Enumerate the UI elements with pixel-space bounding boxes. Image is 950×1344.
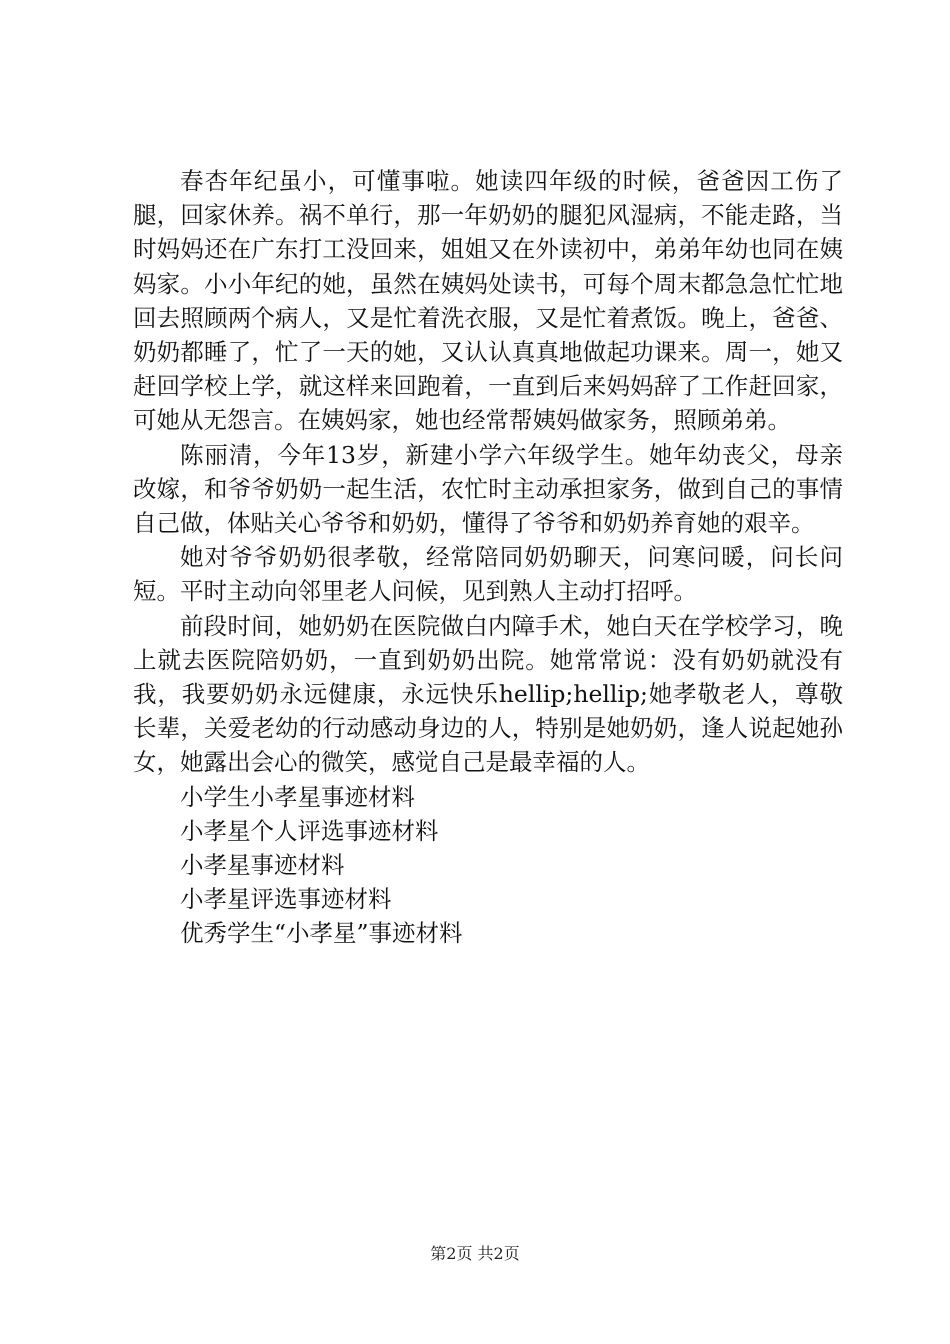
- related-title-item[interactable]: 小孝星评选事迹材料: [180, 885, 392, 914]
- related-title-item[interactable]: 优秀学生“小孝星”事迹材料: [180, 919, 463, 948]
- related-titles-list: [133, 780, 843, 951]
- document-body: [133, 164, 843, 951]
- paragraph-chenliqing-respect: 她对爷爷奶奶很孝敬，经常陪同奶奶聊天，问寒问暖，问长问短。平时主动向邻里老人问候，见到熟人主动打招呼。: [133, 543, 843, 606]
- paragraph-chunxing: 春杏年纪虽小，可懂事啦。她读四年级的时候，爸爸因工伤了腿，回家休养。祸不单行，那一年奶奶的腿犯风湿病，不能走路，当时妈妈还在广东打工没回来，姐姐又在外读初中，弟弟年幼也同在姨妈家。小小年纪的她，虽然在姨妈处读书，可每个周末都急急忙忙地回去照顾两个病人，又是忙着洗衣服，又是忙着煮饭。晚上，爸爸、奶奶都睡了，忙了一天的她，又认认真真地做起功课来。周一，她又赶回学校上学，就这样来回跑着，一直到后来妈妈辞了工作赶回家，可她从无怨言。在姨妈家，她也经常帮姨妈做家务，照顾弟弟。: [133, 167, 843, 435]
- paragraph-chenliqing-hospital: 前段时间，她奶奶在医院做白内障手术，她白天在学校学习，晚上就去医院陪奶奶，一直到奶奶出院。她常常说：没有奶奶就没有我，我要奶奶永远健康，永远快乐hellip;hellip;她孝敬老人，尊敬长辈，关爱老幼的行动感动身边的人，特别是她奶奶，逢人说起她孙女，她露出会心的微笑，感觉自己是最幸福的人。: [133, 611, 843, 777]
- page-footer: [0, 1243, 950, 1265]
- related-title-item[interactable]: 小孝星事迹材料: [180, 851, 345, 880]
- related-title-item[interactable]: 小孝星个人评选事迹材料: [180, 816, 439, 845]
- paragraph-chenliqing-intro: 陈丽清，今年13岁，新建小学六年级学生。她年幼丧父，母亲改嫁，和爷爷奶奶一起生活，农忙时主动承担家务，做到自己的事情自己做，体贴关心爷爷和奶奶，懂得了爷爷和奶奶养育她的艰辛。: [133, 440, 843, 538]
- page-number-label: 第2页 共2页: [430, 1244, 520, 1263]
- related-title-item[interactable]: 小学生小孝星事迹材料: [180, 782, 415, 811]
